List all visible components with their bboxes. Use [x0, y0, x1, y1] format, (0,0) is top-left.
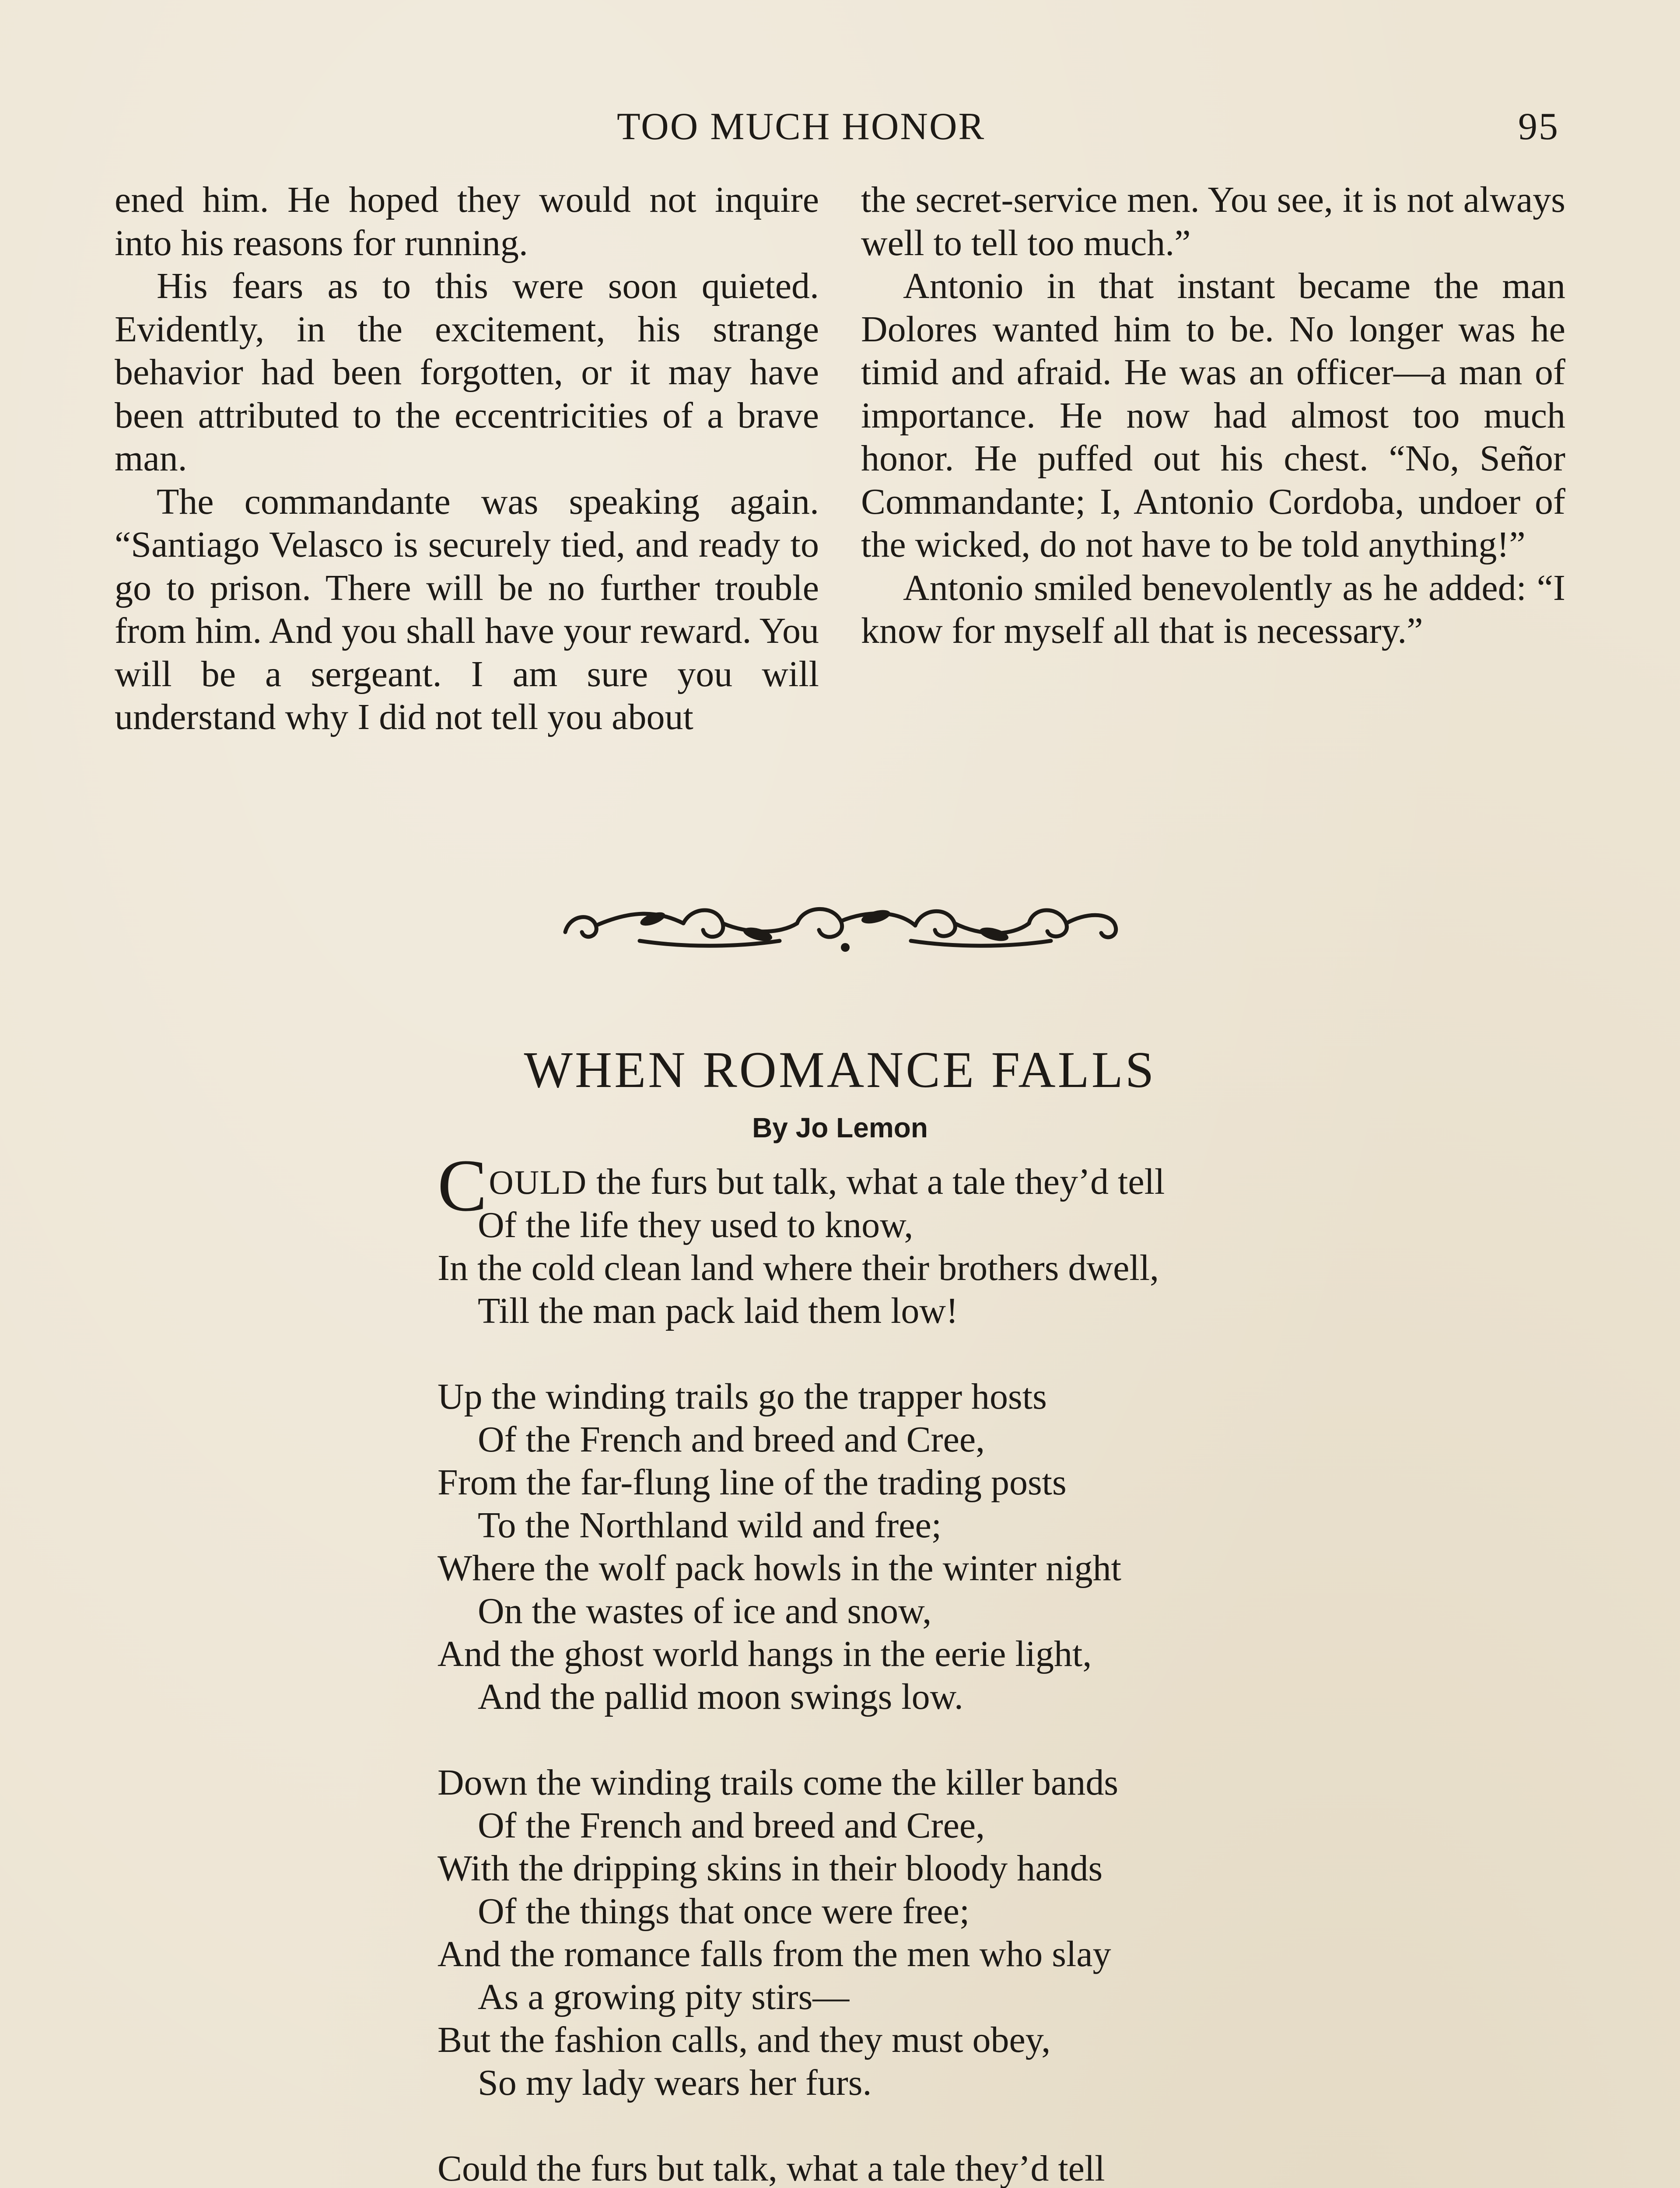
page-number: 95: [1518, 105, 1559, 148]
poem-line: And the pallid moon swings low.: [478, 1676, 963, 1717]
poem-line: Of the French and breed and Cree,: [478, 1805, 985, 1846]
running-title: TOO MUCH HONOR: [617, 105, 986, 148]
poem-line: And the romance falls from the men who slay: [438, 1934, 1111, 1974]
poem-stanza: [438, 1375, 1400, 1718]
poem-line: Could the furs but talk, what a tale they’d tell: [438, 2148, 1105, 2188]
poem-line: On the wastes of ice and snow,: [478, 1591, 932, 1631]
story-column-left: [115, 179, 819, 739]
drop-cap: C: [438, 1144, 487, 1227]
story-paragraph: The commandante was speaking again. “Santiago Velasco is securely tied, and ready to go to prison. There will be no further trouble from him. And you shall have your reward. You will be a sergeant. I am sure you will understand why I did not tell you about: [115, 481, 819, 737]
poem-stanza: [438, 1761, 1400, 2104]
scroll-ornament-icon: [552, 893, 1138, 958]
small-caps-word: OULD: [489, 1163, 588, 1201]
story-paragraph: Antonio in that instant became the man Dolores wanted him to be. No longer was he timid and afraid. He was an officer—a man of importance. He now had almost too much honor. He puffed out his chest. “No, Señor Commandante; I, Antonio Cordoba, undoer of the wicked, do not have to be told anything!”: [861, 266, 1565, 565]
poem-line: So my lady wears her furs.: [478, 2062, 872, 2103]
poem-title: WHEN ROMANCE FALLS: [524, 1041, 1156, 1098]
poem-line: Where the wolf pack howls in the winter night: [438, 1548, 1121, 1588]
poem-line: With the dripping skins in their bloody hands: [438, 1848, 1103, 1889]
poem-line: As a growing pity stirs—: [478, 1977, 850, 2017]
story-paragraph: ened him. He hoped they would not inquire into his reasons for running.: [115, 179, 819, 263]
poem-line: Of the things that once were free;: [478, 1891, 970, 1932]
poem-line: Down the winding trails come the killer bands: [438, 1762, 1119, 1803]
poem-body: [438, 1144, 1400, 2188]
poem-line: Of the French and breed and Cree,: [478, 1419, 985, 1460]
story-paragraph: the secret-service men. You see, it is not always well to tell too much.”: [861, 179, 1565, 263]
poem-line: From the far-flung line of the trading posts: [438, 1462, 1067, 1503]
story-column-right: [861, 179, 1565, 653]
poem-line: To the Northland wild and free;: [478, 1505, 942, 1546]
poem-line: Up the winding trails go the trapper hosts: [438, 1376, 1047, 1417]
story-paragraph: Antonio smiled benevolently as he added: “I know for myself all that is necessary.”: [861, 567, 1565, 651]
story-paragraph: His fears as to this were soon quieted. Evidently, in the excitement, his strange behavior had been forgotten, or it may have been attributed to the eccentricities of a brave man.: [115, 266, 819, 479]
poem-line: Of the life they used to know,: [478, 1205, 914, 1245]
poem-stanza: [438, 1144, 1400, 1332]
poem-byline: By Jo Lemon: [752, 1112, 928, 1143]
poem-line: But the fashion calls, and they must obey,: [438, 2020, 1051, 2060]
poem-line: In the cold clean land where their brothers dwell,: [438, 1248, 1159, 1288]
poem-line-text: the furs but talk, what a tale they’d tell: [587, 1161, 1165, 1202]
poem-line: And the ghost world hangs in the eerie light,: [438, 1634, 1092, 1674]
poem-line: Till the man pack laid them low!: [478, 1290, 959, 1331]
poem-stanza: [438, 2147, 1400, 2188]
